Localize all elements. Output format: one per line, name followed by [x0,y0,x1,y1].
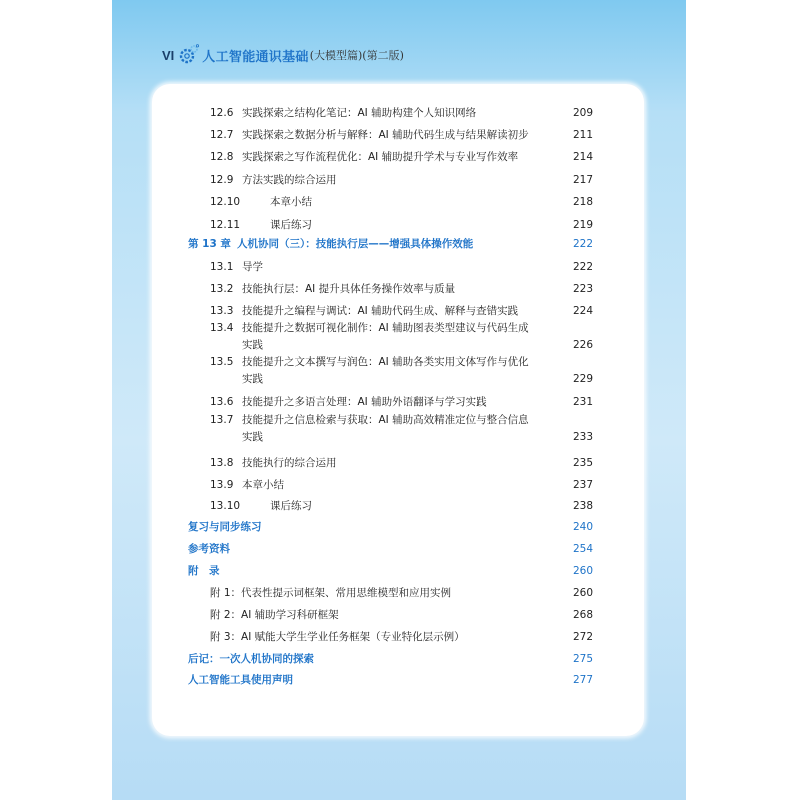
toc-entry-number: 13.1 [210,261,234,273]
toc-entry-number: 12.11 [210,219,241,231]
toc-entry-number: 12.10 [210,196,241,208]
toc-entry-title: 导学 [242,261,263,273]
toc-page-number: 224 [572,305,593,317]
toc-entry-title: 本章小结 [270,196,312,208]
gear-logo-icon [177,44,199,66]
toc-page-number: 222 [572,261,593,273]
toc-entry-number: 13.10 [210,500,241,512]
toc-page-number: 260 [572,587,593,599]
toc-entry-number: 13.6 [210,396,234,408]
running-header [162,40,404,70]
toc-page-number: 238 [572,500,593,512]
toc-page-number: 268 [572,609,593,621]
toc-entry-title: 技能执行层：AI 提升具体任务操作效率与质量 [242,283,456,295]
toc-entry-number: 第 13 章 [188,238,231,250]
toc-entry-number: 13.5 [210,356,234,368]
toc-entry-number: 13.4 [210,322,234,334]
toc-entry-title: 技能提升之编程与调试：AI 辅助代码生成、解释与查错实践 [242,305,519,317]
toc-entry-title: 方法实践的综合运用 [242,174,337,186]
toc-page-number: 233 [572,431,593,443]
book-title: 人工智能通识基础 [202,49,309,65]
toc-page-number: 260 [572,565,593,577]
toc-page-number: 240 [572,521,593,533]
toc-page-number: 231 [572,396,593,408]
toc-page-number: 254 [572,543,593,555]
toc-entry-title: 人机协同（三）：技能执行层——增强具体操作效能 [237,238,474,250]
toc-entry-title: 技能执行的综合运用 [242,457,337,469]
toc-entry-title: 附 2：AI 辅助学习科研框架 [210,609,339,621]
toc-entry-title: 课后练习 [270,500,312,512]
toc-page-number: 223 [572,283,593,295]
toc-entry-title-continued: 实践 [242,373,263,385]
toc-entry-title: 附 1：代表性提示词框架、常用思维模型和应用实例 [210,587,452,599]
toc-page-number: 217 [572,174,593,186]
toc-page-number: 277 [572,674,593,686]
book-subtitle: (大模型篇)(第二版) [309,49,404,62]
toc-entry-number: 12.7 [210,129,234,141]
toc-entry-title: 附 录 [188,565,220,577]
toc-page-number: 209 [572,107,593,119]
toc-entry-title: 技能提升之数据可视化制作：AI 辅助图表类型建议与代码生成 [242,322,529,334]
toc-entry-number: 13.7 [210,414,234,426]
toc-page-number: 211 [572,129,593,141]
toc-page-number: 214 [572,151,593,163]
toc-entry-title-continued: 实践 [242,339,263,351]
toc-page-number: 275 [572,653,593,665]
toc-entry-title: 课后练习 [270,219,312,231]
toc-entry-number: 13.8 [210,457,234,469]
toc-entry-title: 人工智能工具使用声明 [188,674,293,686]
toc-page-number: 218 [572,196,593,208]
toc-entry-number: 13.3 [210,305,234,317]
toc-page-number: 219 [572,219,593,231]
book-page [112,0,686,800]
toc-entry-title: 技能提升之信息检索与获取：AI 辅助高效精准定位与整合信息 [242,414,529,426]
toc-entry-title: 实践探索之结构化笔记：AI 辅助构建个人知识网络 [242,107,477,119]
page-number: VI [162,47,175,63]
toc-entry-number: 13.9 [210,479,234,491]
toc-entry-title: 实践探索之数据分析与解释：AI 辅助代码生成与结果解读初步 [242,129,529,141]
toc-page-number: 272 [572,631,593,643]
toc-page-number: 222 [572,238,593,250]
toc-entry-number: 13.2 [210,283,234,295]
toc-entry-number: 12.6 [210,107,234,119]
toc-entry-title: 本章小结 [242,479,284,491]
toc-entry-title: 后记：一次人机协同的探索 [188,653,314,665]
toc-page-number: 226 [572,339,593,351]
table-of-contents [152,84,644,736]
toc-entry-title: 技能提升之文本撰写与润色：AI 辅助各类实用文体写作与优化 [242,356,529,368]
toc-entry-title: 复习与同步练习 [188,521,262,533]
toc-entry-number: 12.9 [210,174,234,186]
toc-entry-title: 参考资料 [188,543,230,555]
toc-entry-title: 附 3：AI 赋能大学生学业任务框架（专业特化层示例） [210,631,465,643]
toc-entry-title: 技能提升之多语言处理：AI 辅助外语翻译与学习实践 [242,396,487,408]
toc-entry-title-continued: 实践 [242,431,263,443]
toc-page-number: 237 [572,479,593,491]
toc-page-number: 235 [572,457,593,469]
toc-entry-title: 实践探索之写作流程优化：AI 辅助提升学术与专业写作效率 [242,151,519,163]
toc-page-number: 229 [572,373,593,385]
toc-card [152,84,644,736]
toc-entry-number: 12.8 [210,151,234,163]
